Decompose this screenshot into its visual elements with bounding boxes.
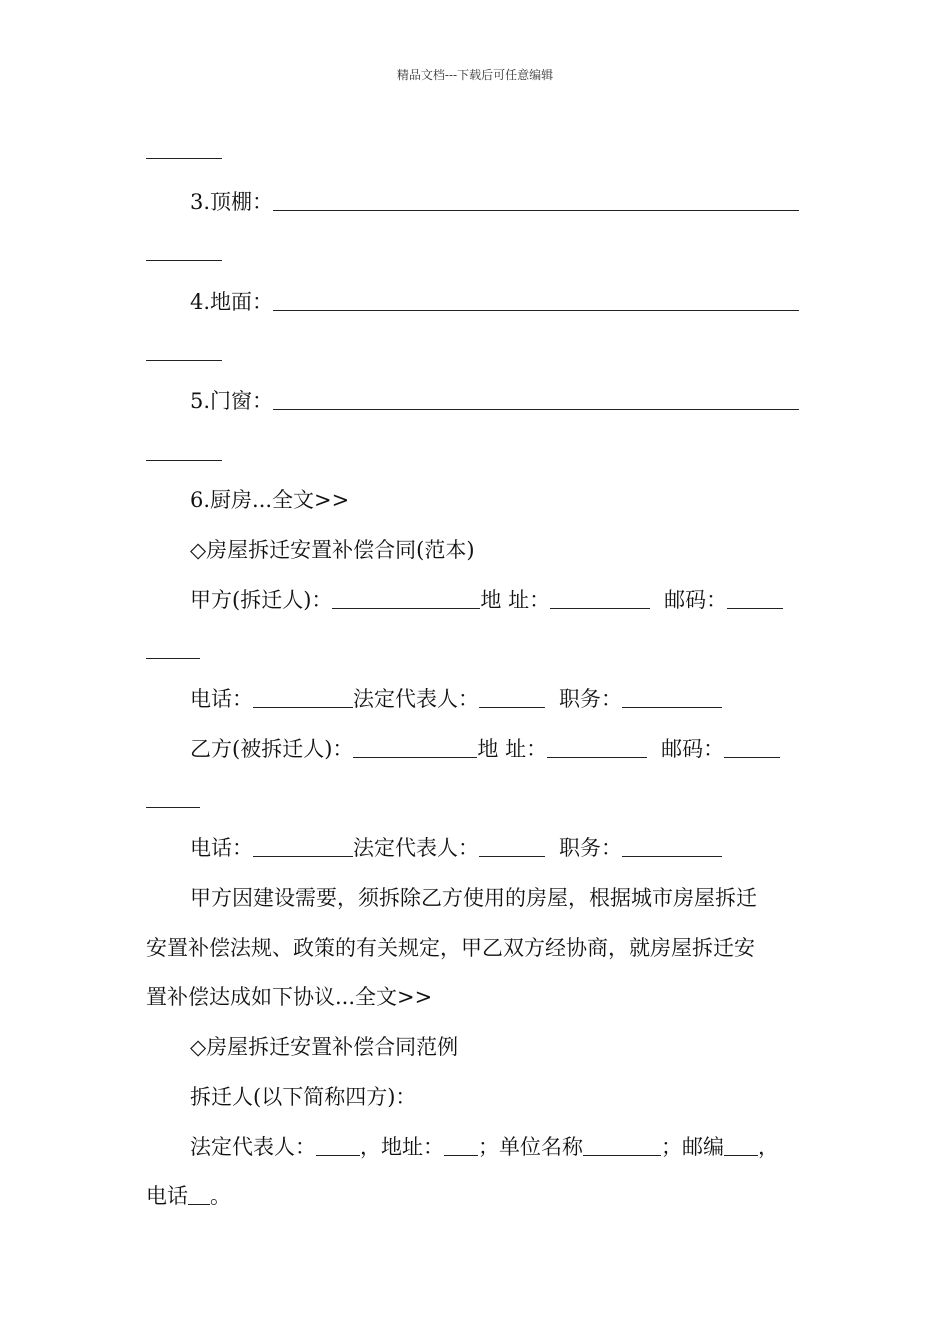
party-b-row bbox=[146, 733, 808, 765]
postcode-label: ；邮编 bbox=[661, 1135, 724, 1159]
postcode-label: 邮码： bbox=[664, 588, 728, 612]
position-blank bbox=[622, 834, 722, 857]
legal-rep-blank bbox=[479, 685, 545, 708]
postcode-label: 邮码： bbox=[661, 737, 725, 761]
phone-blank bbox=[253, 685, 353, 708]
paragraph-text: 安置补偿法规、政策的有关规定，甲乙双方经协商，就房屋拆迁安 bbox=[146, 936, 755, 960]
paragraph-line bbox=[146, 981, 808, 1013]
blank-line-stub bbox=[146, 158, 222, 159]
legal-rep-label: 法定代表人： bbox=[190, 1135, 316, 1159]
position-label: 职务： bbox=[559, 836, 622, 860]
unit-name-label: ；单位名称 bbox=[478, 1135, 583, 1159]
phone-row bbox=[146, 1180, 808, 1212]
address-label: 地 址： bbox=[480, 588, 551, 612]
item-doors bbox=[146, 385, 808, 417]
item-floor-label: 4.地面： bbox=[190, 290, 274, 314]
postcode-blank bbox=[724, 1133, 758, 1156]
party-a-row bbox=[146, 584, 808, 616]
unit-name-blank bbox=[583, 1133, 661, 1156]
phone-blank bbox=[253, 834, 353, 857]
item-ceiling-label: 3.顶棚： bbox=[190, 190, 274, 214]
doors-blank bbox=[273, 387, 799, 410]
address-label: ，地址： bbox=[360, 1135, 444, 1159]
item-ceiling bbox=[146, 186, 808, 218]
item-kitchen-link[interactable]: 6.厨房...全文>> bbox=[190, 488, 350, 512]
phone-blank bbox=[188, 1182, 210, 1205]
party-a-phone-row bbox=[146, 683, 808, 715]
item-kitchen bbox=[146, 484, 808, 516]
blank-line-stub bbox=[146, 460, 222, 461]
postcode-blank bbox=[727, 586, 783, 609]
address-blank bbox=[550, 586, 650, 609]
address-blank bbox=[444, 1133, 478, 1156]
relocator-label: 拆迁人(以下简称四方)： bbox=[190, 1085, 417, 1109]
blank-line-stub bbox=[146, 807, 200, 808]
address-label: 地 址： bbox=[477, 737, 548, 761]
section1-title-text: ◇房屋拆迁安置补偿合同(范本) bbox=[190, 538, 475, 562]
party-b-phone-row bbox=[146, 832, 808, 864]
ceiling-blank bbox=[273, 188, 799, 211]
party-a-blank bbox=[332, 586, 480, 609]
phone-label: 电话： bbox=[190, 687, 253, 711]
legal-rep-blank bbox=[316, 1133, 360, 1156]
section2-title-text: ◇房屋拆迁安置补偿合同范例 bbox=[190, 1035, 459, 1059]
address-blank bbox=[547, 735, 647, 758]
floor-blank bbox=[273, 288, 799, 311]
phone-label: 电话 bbox=[146, 1184, 188, 1208]
legal-rep-row bbox=[146, 1131, 808, 1163]
relocator-row bbox=[146, 1081, 808, 1113]
party-b-label: 乙方(被拆迁人)： bbox=[190, 737, 354, 761]
paragraph-line bbox=[146, 932, 808, 964]
item-doors-label: 5.门窗： bbox=[190, 389, 274, 413]
paragraph-full-text-link[interactable]: 置补偿达成如下协议...全文>> bbox=[146, 985, 433, 1009]
item-floor bbox=[146, 286, 808, 318]
section1-title bbox=[146, 534, 808, 566]
postcode-blank bbox=[724, 735, 780, 758]
comma: ， bbox=[758, 1135, 779, 1159]
paragraph-line bbox=[146, 882, 808, 914]
legal-rep-label: 法定代表人： bbox=[353, 836, 479, 860]
blank-line-stub bbox=[146, 360, 222, 361]
blank-line-stub bbox=[146, 658, 200, 659]
period: 。 bbox=[210, 1184, 231, 1208]
legal-rep-blank bbox=[479, 834, 545, 857]
paragraph-text: 甲方因建设需要，须拆除乙方使用的房屋，根据城市房屋拆迁 bbox=[190, 886, 757, 910]
position-blank bbox=[622, 685, 722, 708]
party-b-blank bbox=[353, 735, 477, 758]
page-header: 精品文档---下载后可任意编辑 bbox=[396, 68, 554, 82]
party-a-label: 甲方(拆迁人)： bbox=[190, 588, 333, 612]
position-label: 职务： bbox=[559, 687, 622, 711]
phone-label: 电话： bbox=[190, 836, 253, 860]
blank-line-stub bbox=[146, 260, 222, 261]
section2-title bbox=[146, 1031, 808, 1063]
legal-rep-label: 法定代表人： bbox=[353, 687, 479, 711]
